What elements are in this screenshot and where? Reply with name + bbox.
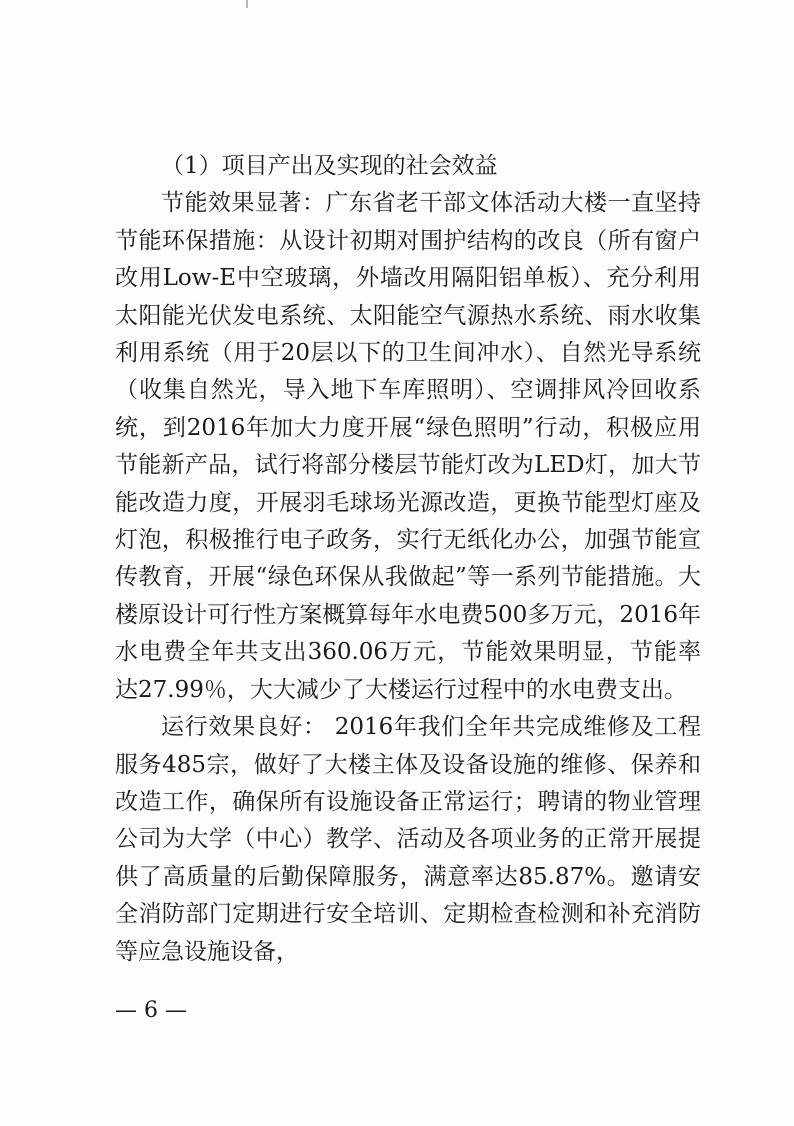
document-body [115, 148, 701, 971]
section-heading: （1）项目产出及实现的社会效益 [161, 153, 498, 179]
page-number: — 6 — [115, 998, 187, 1023]
paragraph-operation: 运行效果良好： 2016年我们全年共完成维修及工程服务485宗，做好了大楼主体及设备设施的维修、保养和改造工作，确保所有设施设备正常运行；聘请的物业管理公司为大学（中心）教学、活动及各项业务的正常开展提供了高质量的后勤保障服务，满意率达85.87%。邀请安全消防部门定期进行安全培训、定期检查检测和补充消防等应急设施设备， [115, 714, 701, 965]
scan-mark [246, 0, 248, 8]
paragraph-energy-saving: 节能效果显著：广东省老干部文体活动大楼一直坚持节能环保措施：从设计初期对围护结构的改良（所有窗户改用Low-E中空玻璃，外墙改用隔阳铝单板）、充分利用太阳能光伏发电系统、太阳能空气源热水系统、雨水收集利用系统（用于20层以下的卫生间冲水）、自然光导系统（收集自然光，导入地下车库照明）、空调排风冷回收系统，到2016年加大力度开展“绿色照明”行动，积极应用节能新产品，试行将部分楼层节能灯改为LED灯，加大节能改造力度，开展羽毛球场光源改造，更换节能型灯座及灯泡，积极推行电子政务，实行无纸化办公，加强节能宣传教育，开展“绿色环保从我做起”等一系列节能措施。大楼原设计可行性方案概算每年水电费500多万元，2016年水电费全年共支出360.06万元，节能效果明显，节能率达27.99％，大大减少了大楼运行过程中的水电费支出。 [115, 190, 701, 703]
